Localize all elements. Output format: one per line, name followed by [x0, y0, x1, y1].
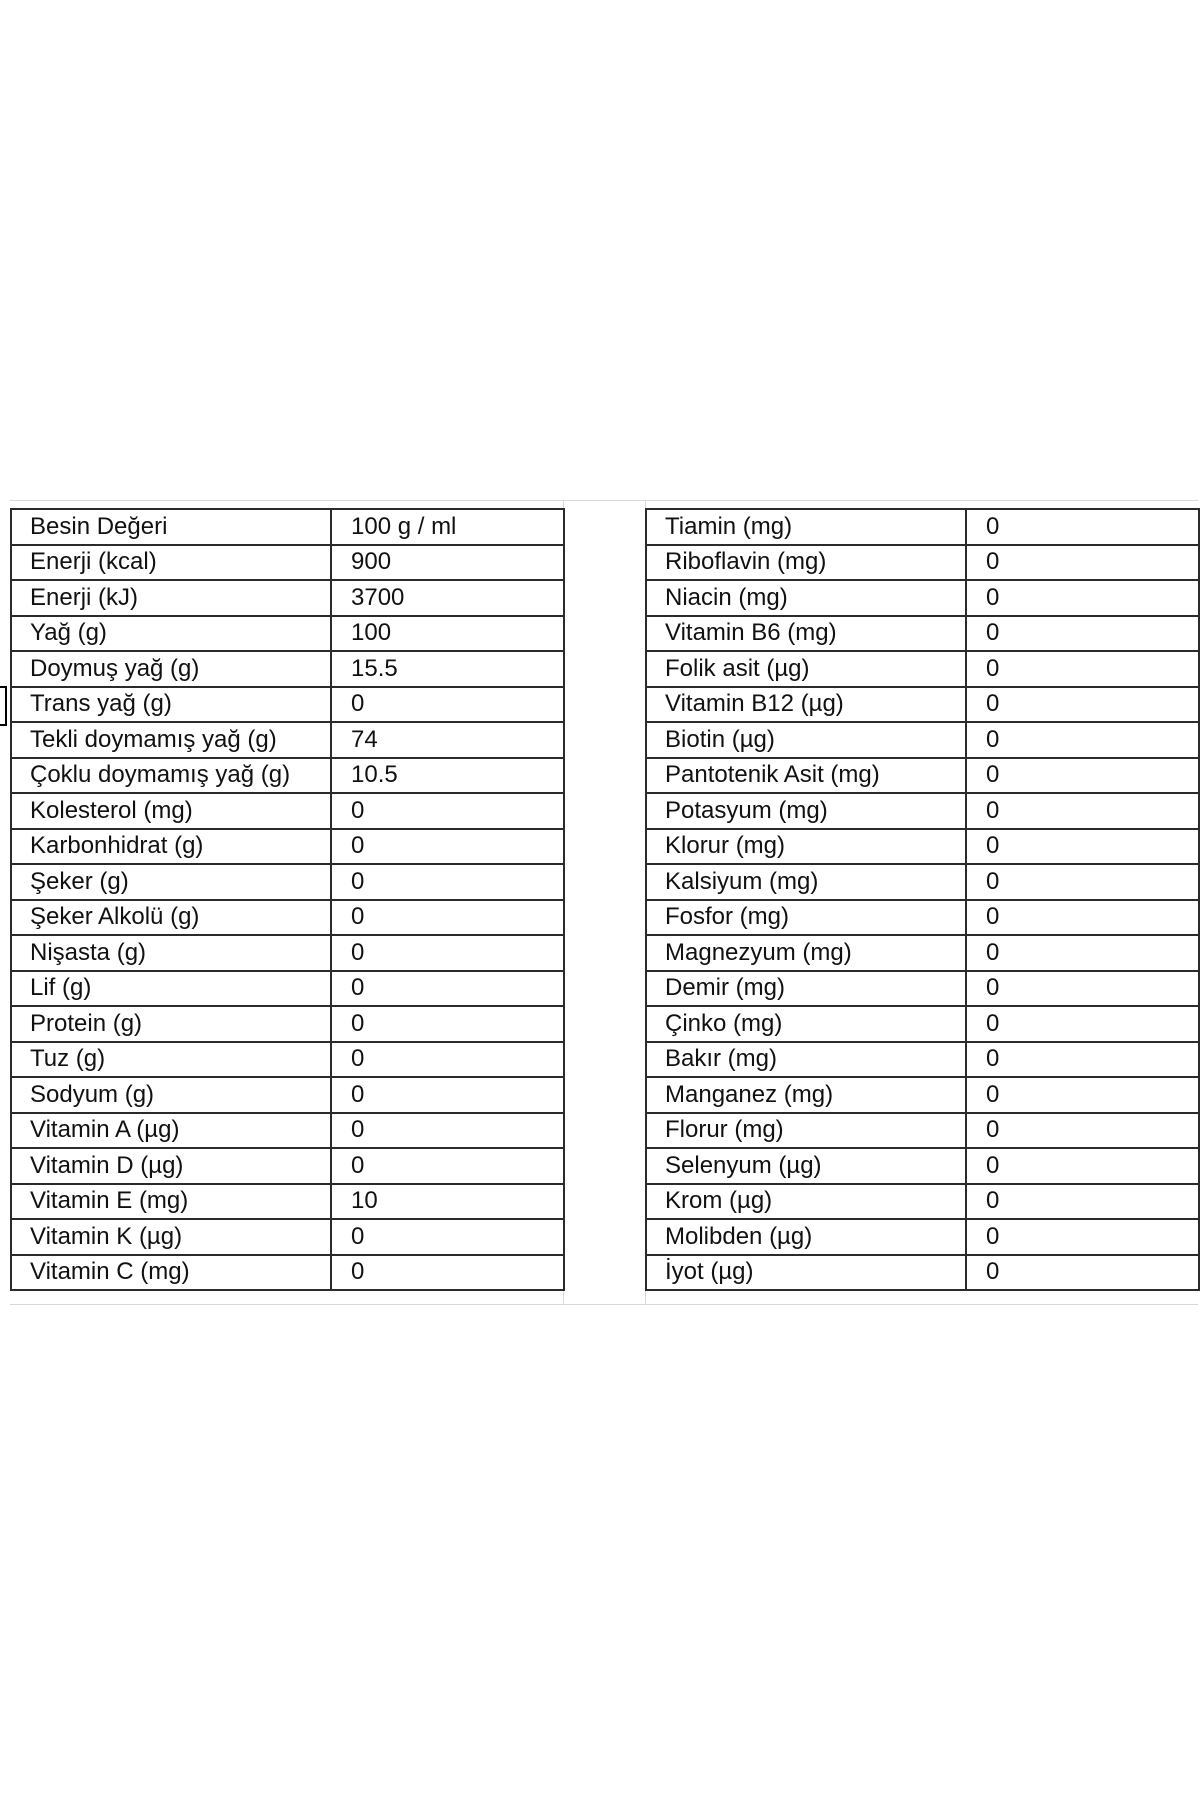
table-row [11, 829, 564, 865]
nutrient-value: 0 [966, 900, 1199, 936]
nutrient-value: 0 [331, 1219, 564, 1255]
nutrient-value: 0 [966, 545, 1199, 581]
nutrient-label: Trans yağ (g) [11, 687, 331, 723]
table-row [11, 1077, 564, 1113]
table-row [646, 1077, 1199, 1113]
table-row [646, 687, 1199, 723]
nutrient-value: 900 [331, 545, 564, 581]
nutrient-label: Tekli doymamış yağ (g) [11, 722, 331, 758]
nutrient-value: 0 [331, 864, 564, 900]
table-row [11, 651, 564, 687]
nutrient-label: Selenyum (µg) [646, 1148, 966, 1184]
nutrient-value: 0 [966, 1148, 1199, 1184]
table-row [646, 1042, 1199, 1078]
nutrient-value: 0 [966, 758, 1199, 794]
nutrition-table-right [645, 508, 1200, 1291]
nutrient-label: Tuz (g) [11, 1042, 331, 1078]
nutrient-value: 0 [331, 829, 564, 865]
table-row [11, 509, 564, 545]
table-row [646, 722, 1199, 758]
nutrient-label: Demir (mg) [646, 971, 966, 1007]
table-row [11, 900, 564, 936]
nutrient-value: 0 [966, 829, 1199, 865]
table-row [11, 1113, 564, 1149]
table-row [646, 1113, 1199, 1149]
nutrient-value: 15.5 [331, 651, 564, 687]
nutrient-label: Vitamin E (mg) [11, 1184, 331, 1220]
nutrient-label: Şeker (g) [11, 864, 331, 900]
nutrient-value: 3700 [331, 580, 564, 616]
nutrient-label: Enerji (kJ) [11, 580, 331, 616]
nutrition-sheet [10, 508, 1198, 1296]
nutrient-label: Vitamin K (µg) [11, 1219, 331, 1255]
nutrient-label: Bakır (mg) [646, 1042, 966, 1078]
cell-selection-marker [0, 686, 7, 726]
nutrient-label: Folik asit (µg) [646, 651, 966, 687]
nutrition-table-left [10, 508, 565, 1291]
table-row [11, 616, 564, 652]
nutrient-label: Kalsiyum (mg) [646, 864, 966, 900]
nutrient-label: Besin Değeri [11, 509, 331, 545]
nutrient-label: Vitamin C (mg) [11, 1255, 331, 1291]
nutrient-label: Manganez (mg) [646, 1077, 966, 1113]
nutrient-value: 10 [331, 1184, 564, 1220]
nutrient-value: 0 [966, 1255, 1199, 1291]
nutrient-value: 0 [331, 900, 564, 936]
nutrient-label: Magnezyum (mg) [646, 935, 966, 971]
table-row [646, 1006, 1199, 1042]
table-row [11, 1148, 564, 1184]
nutrient-label: Kolesterol (mg) [11, 793, 331, 829]
nutrient-label: Çinko (mg) [646, 1006, 966, 1042]
table-row [646, 545, 1199, 581]
nutrient-value: 0 [331, 935, 564, 971]
nutrient-value: 0 [331, 1006, 564, 1042]
nutrient-value: 0 [966, 864, 1199, 900]
table-row [11, 864, 564, 900]
gridline-top [10, 500, 1198, 501]
nutrient-label: Fosfor (mg) [646, 900, 966, 936]
table-row [646, 935, 1199, 971]
nutrient-label: Nişasta (g) [11, 935, 331, 971]
table-row [646, 1148, 1199, 1184]
table-row [11, 935, 564, 971]
table-row [11, 793, 564, 829]
nutrient-label: Klorur (mg) [646, 829, 966, 865]
table-row [646, 580, 1199, 616]
nutrient-value: 0 [966, 1184, 1199, 1220]
nutrient-label: Doymuş yağ (g) [11, 651, 331, 687]
nutrient-value: 0 [331, 1042, 564, 1078]
nutrient-value: 0 [331, 971, 564, 1007]
nutrient-label: Enerji (kcal) [11, 545, 331, 581]
nutrient-label: Potasyum (mg) [646, 793, 966, 829]
nutrient-value: 0 [966, 971, 1199, 1007]
nutrient-label: Riboflavin (mg) [646, 545, 966, 581]
nutrient-label: Vitamin B6 (mg) [646, 616, 966, 652]
nutrient-value: 0 [966, 651, 1199, 687]
nutrient-label: Şeker Alkolü (g) [11, 900, 331, 936]
table-row [646, 651, 1199, 687]
nutrient-value: 0 [331, 1077, 564, 1113]
nutrient-label: Sodyum (g) [11, 1077, 331, 1113]
nutrient-value: 0 [331, 793, 564, 829]
table-row [11, 580, 564, 616]
nutrient-value: 0 [966, 935, 1199, 971]
gridline-bottom [10, 1304, 1198, 1305]
nutrient-value: 74 [331, 722, 564, 758]
table-row [11, 687, 564, 723]
table-row [11, 1006, 564, 1042]
nutrient-label: Niacin (mg) [646, 580, 966, 616]
table-row [646, 829, 1199, 865]
nutrient-label: Lif (g) [11, 971, 331, 1007]
table-row [646, 900, 1199, 936]
nutrient-value: 100 g / ml [331, 509, 564, 545]
nutrient-value: 0 [331, 1255, 564, 1291]
nutrient-label: Florur (mg) [646, 1113, 966, 1149]
nutrient-label: Krom (µg) [646, 1184, 966, 1220]
nutrient-label: Karbonhidrat (g) [11, 829, 331, 865]
table-row [646, 793, 1199, 829]
table-row [11, 1184, 564, 1220]
nutrient-value: 0 [966, 793, 1199, 829]
nutrient-value: 0 [966, 1042, 1199, 1078]
nutrient-value: 0 [966, 687, 1199, 723]
nutrient-label: Molibden (µg) [646, 1219, 966, 1255]
nutrient-value: 0 [966, 580, 1199, 616]
nutrient-value: 0 [966, 509, 1199, 545]
table-row [646, 1255, 1199, 1291]
nutrient-label: Yağ (g) [11, 616, 331, 652]
nutrient-value: 100 [331, 616, 564, 652]
table-row [11, 971, 564, 1007]
nutrient-value: 0 [966, 1113, 1199, 1149]
table-row [646, 509, 1199, 545]
table-row [646, 864, 1199, 900]
nutrient-value: 0 [966, 722, 1199, 758]
table-row [646, 1184, 1199, 1220]
nutrient-value: 0 [966, 1006, 1199, 1042]
table-row [11, 1219, 564, 1255]
table-row [646, 1219, 1199, 1255]
table-row [646, 971, 1199, 1007]
nutrient-label: Pantotenik Asit (mg) [646, 758, 966, 794]
nutrient-label: İyot (µg) [646, 1255, 966, 1291]
nutrient-label: Çoklu doymamış yağ (g) [11, 758, 331, 794]
nutrient-label: Biotin (µg) [646, 722, 966, 758]
table-row [11, 545, 564, 581]
nutrient-value: 0 [331, 1113, 564, 1149]
nutrient-label: Vitamin A (µg) [11, 1113, 331, 1149]
table-row [646, 758, 1199, 794]
nutrient-value: 0 [966, 1219, 1199, 1255]
nutrient-label: Protein (g) [11, 1006, 331, 1042]
table-row [11, 758, 564, 794]
nutrient-label: Tiamin (mg) [646, 509, 966, 545]
table-row [646, 616, 1199, 652]
nutrient-value: 0 [966, 1077, 1199, 1113]
table-row [11, 1042, 564, 1078]
nutrient-label: Vitamin B12 (µg) [646, 687, 966, 723]
table-row [11, 1255, 564, 1291]
nutrient-value: 0 [331, 1148, 564, 1184]
table-row [11, 722, 564, 758]
nutrient-label: Vitamin D (µg) [11, 1148, 331, 1184]
nutrient-value: 0 [966, 616, 1199, 652]
nutrient-value: 0 [331, 687, 564, 723]
nutrient-value: 10.5 [331, 758, 564, 794]
